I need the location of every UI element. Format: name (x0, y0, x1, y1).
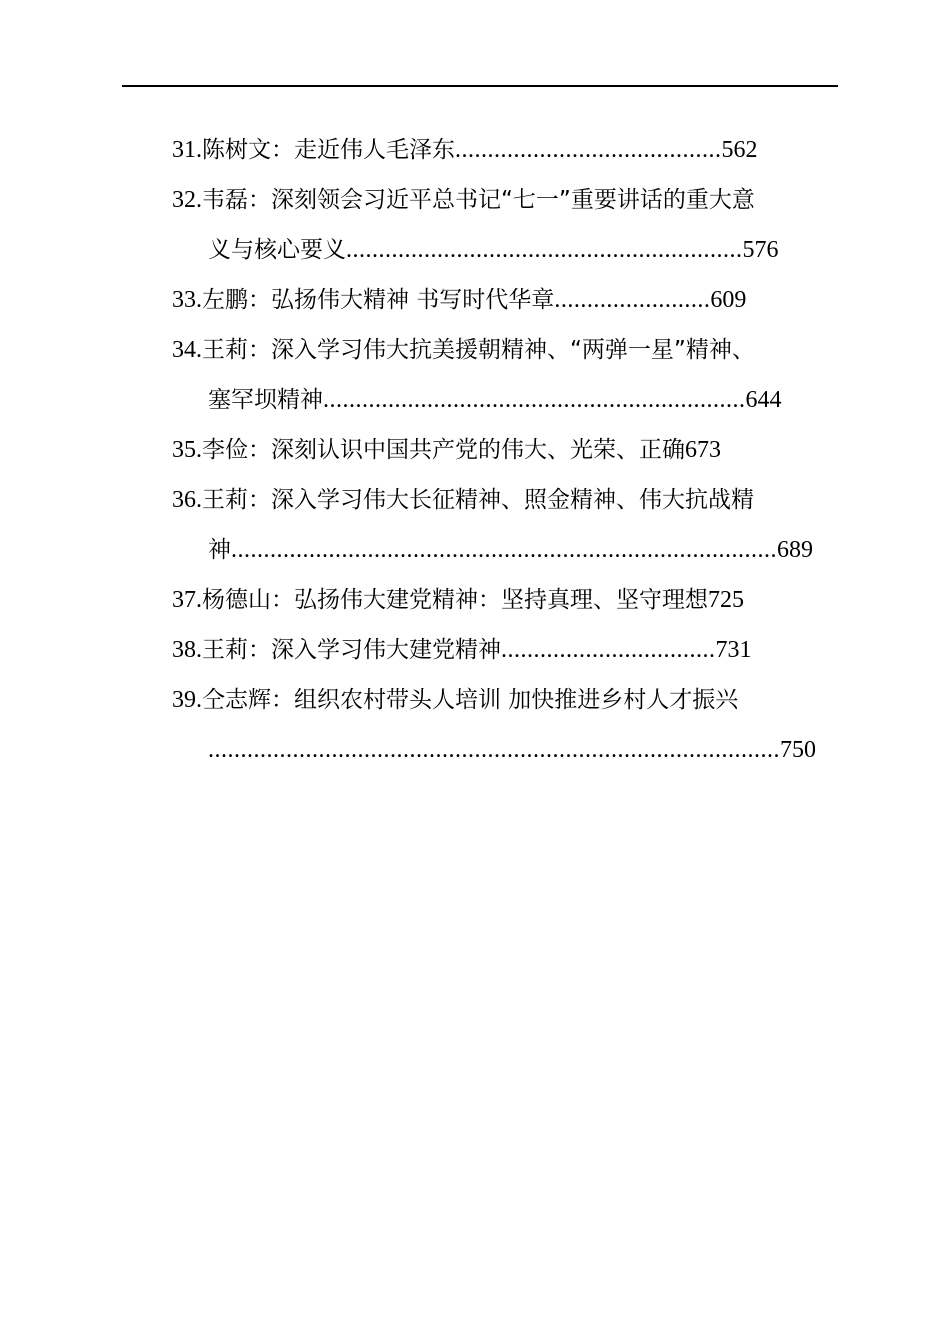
page-number: 750 (780, 737, 816, 763)
entry-title: 左鹏：弘扬伟大精神 书写时代华章 (202, 287, 555, 313)
entry-title: 王莉：深入学习伟大长征精神、照金精神、伟大抗战精 (202, 487, 754, 513)
entry-number: 34. (172, 337, 202, 363)
toc-entry-36-continued[interactable] (172, 525, 824, 575)
toc-entry-34-continued[interactable] (172, 375, 824, 425)
toc-entry-39-continued[interactable] (172, 725, 824, 775)
entry-title: 仝志辉：组织农村带头人培训 加快推进乡村人才振兴 (202, 687, 739, 713)
toc-entry-32[interactable] (172, 175, 824, 225)
entry-title-continued: 义与核心要义 (208, 237, 346, 263)
entry-number: 39. (172, 687, 202, 713)
dot-leader: ................................. (501, 637, 716, 663)
entry-number: 33. (172, 287, 202, 313)
entry-title: 李俭：深刻认识中国共产党的伟大、光荣、正确 (202, 437, 685, 463)
toc-entry-33[interactable] (172, 275, 824, 325)
entry-title: 王莉：深入学习伟大建党精神 (202, 637, 501, 663)
entry-title: 杨德山：弘扬伟大建党精神：坚持真理、坚守理想 (202, 587, 708, 613)
entry-number: 36. (172, 487, 202, 513)
entry-title-continued: 塞罕坝精神 (208, 387, 323, 413)
page-number: 725 (708, 587, 744, 613)
dot-leader: ........................................................................................ (208, 737, 780, 763)
toc-entry-31[interactable] (172, 125, 824, 175)
dot-leader: ................................................................. (323, 387, 746, 413)
entry-number: 37. (172, 587, 202, 613)
dot-leader: ............................................................. (346, 237, 743, 263)
toc-entry-37[interactable] (172, 575, 824, 625)
entry-number: 38. (172, 637, 202, 663)
page-number: 644 (745, 387, 782, 413)
entry-number: 31. (172, 137, 202, 163)
toc-entry-32-continued[interactable] (172, 225, 824, 275)
page-number: 673 (685, 437, 721, 463)
toc-entry-36[interactable] (172, 475, 824, 525)
entry-number: 32. (172, 187, 202, 213)
page-number: 731 (715, 637, 752, 663)
page-number: 562 (721, 137, 758, 163)
toc-entry-39[interactable] (172, 675, 824, 725)
entry-number: 35. (172, 437, 202, 463)
dot-leader: .................................................................................... (231, 537, 777, 563)
toc-entry-38[interactable] (172, 625, 824, 675)
page-number: 689 (777, 537, 813, 563)
dot-leader: ........................ (554, 287, 711, 313)
toc-entry-34[interactable] (172, 325, 824, 375)
page-number: 609 (710, 287, 747, 313)
entry-title: 陈树文：走近伟人毛泽东 (202, 137, 455, 163)
entry-title-continued: 神 (208, 537, 231, 563)
dot-leader: ......................................... (455, 137, 722, 163)
page-number: 576 (742, 237, 779, 263)
toc-entry-35[interactable] (172, 425, 824, 475)
entry-title: 韦磊：深刻领会习近平总书记“七一”重要讲话的重大意 (202, 187, 755, 213)
table-of-contents (172, 125, 824, 775)
header-rule (122, 85, 838, 87)
entry-title: 王莉：深入学习伟大抗美援朝精神、“两弹一星”精神、 (202, 337, 755, 363)
